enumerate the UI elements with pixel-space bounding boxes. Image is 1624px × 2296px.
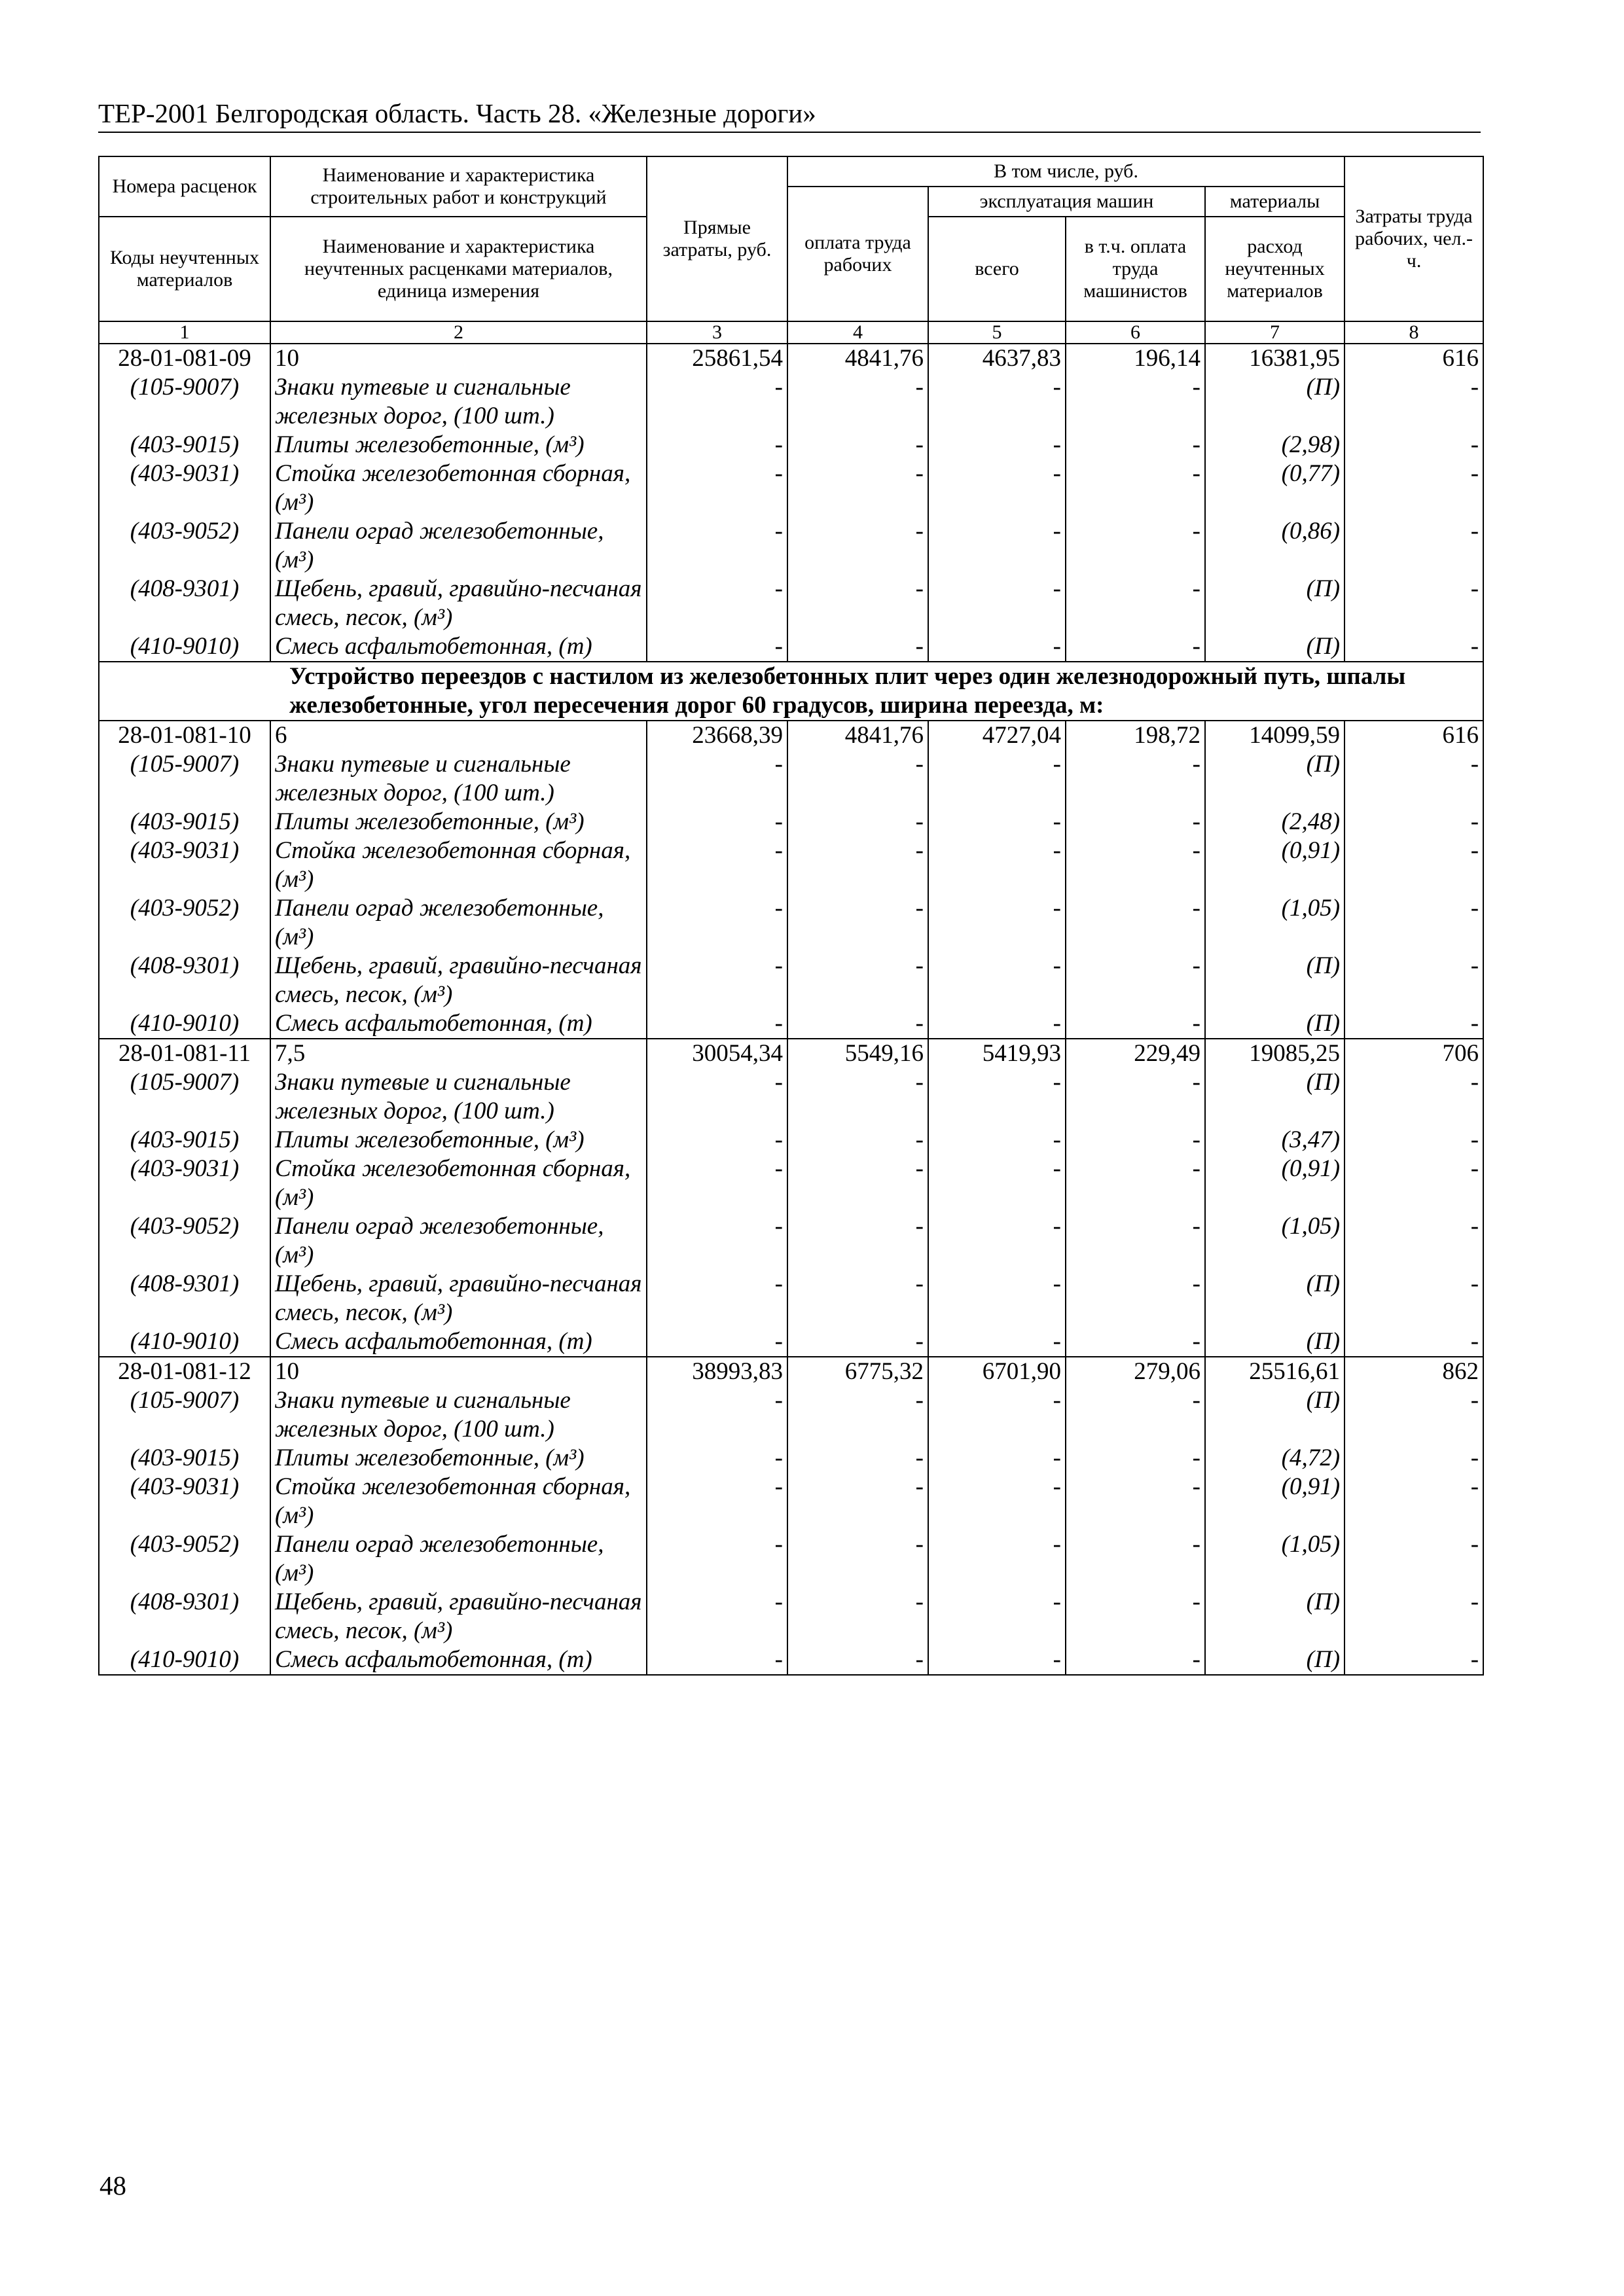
- material-code: (403-9052): [99, 1212, 270, 1270]
- header-materials: материалы: [1205, 187, 1344, 217]
- labor-hours-value: 862: [1344, 1357, 1483, 1386]
- material-direct-costs: -: [647, 632, 787, 662]
- material-quantity: (П): [1205, 1270, 1344, 1327]
- material-code: (403-9052): [99, 517, 270, 575]
- material-labor-hours: -: [1344, 1645, 1483, 1675]
- worker-pay-value: 4841,76: [787, 344, 928, 373]
- material-direct-costs: -: [647, 459, 787, 517]
- material-row: [99, 459, 1483, 517]
- material-operator-pay: -: [1066, 632, 1205, 662]
- material-machine-total: -: [928, 517, 1066, 575]
- materials-value: 25516,61: [1205, 1357, 1344, 1386]
- material-worker-pay: -: [787, 808, 928, 836]
- material-row: [99, 1009, 1483, 1039]
- materials-value: 16381,95: [1205, 344, 1344, 373]
- material-name: Плиты железобетонные, (м³): [270, 1444, 647, 1473]
- operator-pay-value: 198,72: [1066, 721, 1205, 750]
- material-code: (105-9007): [99, 1068, 270, 1126]
- material-quantity: (П): [1205, 575, 1344, 632]
- rate-row: [99, 1357, 1483, 1386]
- material-worker-pay: -: [787, 517, 928, 575]
- material-worker-pay: -: [787, 1212, 928, 1270]
- section-row: [99, 662, 1483, 721]
- material-name: Смесь асфальтобетонная, (т): [270, 1009, 647, 1039]
- header-direct-costs: Прямые затраты, руб.: [647, 156, 787, 321]
- material-operator-pay: -: [1066, 1270, 1205, 1327]
- material-row: [99, 1126, 1483, 1155]
- header-operator-pay: в т.ч. оплата труда машинистов: [1066, 217, 1205, 321]
- material-code: (403-9015): [99, 808, 270, 836]
- material-direct-costs: -: [647, 1327, 787, 1357]
- material-code: (408-9301): [99, 1270, 270, 1327]
- material-row: [99, 1155, 1483, 1212]
- material-name: Стойка железобетонная сборная, (м³): [270, 836, 647, 894]
- machine-total-value: 5419,93: [928, 1039, 1066, 1068]
- material-name: Панели оград железобетонные, (м³): [270, 1212, 647, 1270]
- material-worker-pay: -: [787, 1530, 928, 1588]
- material-machine-total: -: [928, 1444, 1066, 1473]
- material-operator-pay: -: [1066, 750, 1205, 808]
- material-code: (105-9007): [99, 373, 270, 431]
- material-code: (403-9015): [99, 1126, 270, 1155]
- material-labor-hours: -: [1344, 1444, 1483, 1473]
- column-number: 7: [1205, 321, 1344, 344]
- material-machine-total: -: [928, 632, 1066, 662]
- material-direct-costs: -: [647, 750, 787, 808]
- material-labor-hours: -: [1344, 1155, 1483, 1212]
- header-rule: [98, 132, 1481, 133]
- material-worker-pay: -: [787, 1444, 928, 1473]
- material-machine-total: -: [928, 1270, 1066, 1327]
- material-quantity: (П): [1205, 1386, 1344, 1444]
- material-name: Щебень, гравий, гравийно-песчаная смесь, песок, (м³): [270, 1588, 647, 1645]
- page-number: 48: [99, 2170, 126, 2200]
- material-name: Плиты железобетонные, (м³): [270, 1126, 647, 1155]
- material-operator-pay: -: [1066, 1126, 1205, 1155]
- rate-row: [99, 721, 1483, 750]
- material-quantity: (П): [1205, 1645, 1344, 1675]
- section-title: Устройство переездов с настилом из железобетонных плит через один железнодорожный путь, шпалы железобетонные, угол пересечения дорог 60 градусов, ширина переезда, м:: [99, 662, 1483, 721]
- column-number: 2: [270, 321, 647, 344]
- material-operator-pay: -: [1066, 808, 1205, 836]
- header-unaccounted-materials: расход неучтенных материалов: [1205, 217, 1344, 321]
- material-direct-costs: -: [647, 1270, 787, 1327]
- material-labor-hours: -: [1344, 1126, 1483, 1155]
- material-code: (403-9015): [99, 1444, 270, 1473]
- material-name: Стойка железобетонная сборная, (м³): [270, 459, 647, 517]
- material-direct-costs: -: [647, 1473, 787, 1530]
- material-name: Знаки путевые и сигнальные железных дорог, (100 шт.): [270, 1068, 647, 1126]
- material-worker-pay: -: [787, 1270, 928, 1327]
- material-code: (403-9031): [99, 1473, 270, 1530]
- material-labor-hours: -: [1344, 1009, 1483, 1039]
- material-machine-total: -: [928, 894, 1066, 952]
- material-direct-costs: -: [647, 1645, 787, 1675]
- header-including: В том числе, руб.: [787, 156, 1344, 187]
- material-quantity: (0,91): [1205, 836, 1344, 894]
- material-worker-pay: -: [787, 1009, 928, 1039]
- material-worker-pay: -: [787, 952, 928, 1009]
- material-operator-pay: -: [1066, 1212, 1205, 1270]
- material-quantity: (П): [1205, 1588, 1344, 1645]
- material-row: [99, 1530, 1483, 1588]
- material-name: Щебень, гравий, гравийно-песчаная смесь, песок, (м³): [270, 952, 647, 1009]
- material-code: (403-9052): [99, 894, 270, 952]
- material-quantity: (П): [1205, 1327, 1344, 1357]
- header-work-name: Наименование и характеристика строительных работ и конструкций: [270, 156, 647, 217]
- material-labor-hours: -: [1344, 373, 1483, 431]
- material-labor-hours: -: [1344, 1473, 1483, 1530]
- material-row: [99, 1473, 1483, 1530]
- material-quantity: (1,05): [1205, 1530, 1344, 1588]
- material-machine-total: -: [928, 1473, 1066, 1530]
- material-code: (105-9007): [99, 750, 270, 808]
- material-machine-total: -: [928, 1588, 1066, 1645]
- rate-code: 28-01-081-11: [99, 1039, 270, 1068]
- material-name: Стойка железобетонная сборная, (м³): [270, 1473, 647, 1530]
- material-direct-costs: -: [647, 952, 787, 1009]
- operator-pay-value: 196,14: [1066, 344, 1205, 373]
- machine-total-value: 6701,90: [928, 1357, 1066, 1386]
- material-machine-total: -: [928, 1212, 1066, 1270]
- material-direct-costs: -: [647, 431, 787, 459]
- material-quantity: (П): [1205, 1009, 1344, 1039]
- material-code: (403-9031): [99, 1155, 270, 1212]
- material-direct-costs: -: [647, 836, 787, 894]
- material-operator-pay: -: [1066, 836, 1205, 894]
- material-labor-hours: -: [1344, 1530, 1483, 1588]
- machine-total-value: 4727,04: [928, 721, 1066, 750]
- material-worker-pay: -: [787, 1126, 928, 1155]
- material-machine-total: -: [928, 1645, 1066, 1675]
- material-direct-costs: -: [647, 808, 787, 836]
- material-operator-pay: -: [1066, 1530, 1205, 1588]
- material-code: (408-9301): [99, 952, 270, 1009]
- material-row: [99, 1645, 1483, 1675]
- direct-costs-value: 23668,39: [647, 721, 787, 750]
- material-name: Плиты железобетонные, (м³): [270, 808, 647, 836]
- rates-table: [98, 156, 1484, 1676]
- worker-pay-value: 6775,32: [787, 1357, 928, 1386]
- material-labor-hours: -: [1344, 1588, 1483, 1645]
- labor-hours-value: 616: [1344, 721, 1483, 750]
- material-row: [99, 1588, 1483, 1645]
- material-machine-total: -: [928, 836, 1066, 894]
- material-name: Смесь асфальтобетонная, (т): [270, 1645, 647, 1675]
- material-labor-hours: -: [1344, 952, 1483, 1009]
- material-direct-costs: -: [647, 1068, 787, 1126]
- material-quantity: (1,05): [1205, 894, 1344, 952]
- worker-pay-value: 4841,76: [787, 721, 928, 750]
- material-row: [99, 1068, 1483, 1126]
- material-operator-pay: -: [1066, 1386, 1205, 1444]
- material-worker-pay: -: [787, 836, 928, 894]
- header-labor-hours: Затраты труда рабочих, чел.-ч.: [1344, 156, 1483, 321]
- material-row: [99, 373, 1483, 431]
- header-worker-pay: оплата труда рабочих: [787, 187, 928, 321]
- material-name: Щебень, гравий, гравийно-песчаная смесь, песок, (м³): [270, 1270, 647, 1327]
- material-row: [99, 431, 1483, 459]
- material-name: Панели оград железобетонные, (м³): [270, 1530, 647, 1588]
- material-code: (403-9031): [99, 836, 270, 894]
- material-quantity: (0,86): [1205, 517, 1344, 575]
- material-worker-pay: -: [787, 1327, 928, 1357]
- materials-value: 14099,59: [1205, 721, 1344, 750]
- rate-name: 10: [270, 344, 647, 373]
- material-labor-hours: -: [1344, 459, 1483, 517]
- material-worker-pay: -: [787, 750, 928, 808]
- material-machine-total: -: [928, 1530, 1066, 1588]
- material-quantity: (4,72): [1205, 1444, 1344, 1473]
- material-direct-costs: -: [647, 517, 787, 575]
- column-number: 6: [1066, 321, 1205, 344]
- material-direct-costs: -: [647, 1155, 787, 1212]
- material-labor-hours: -: [1344, 575, 1483, 632]
- material-quantity: (3,47): [1205, 1126, 1344, 1155]
- material-row: [99, 1386, 1483, 1444]
- material-operator-pay: -: [1066, 1588, 1205, 1645]
- material-labor-hours: -: [1344, 431, 1483, 459]
- material-code: (403-9015): [99, 431, 270, 459]
- table-header: [99, 156, 1483, 344]
- direct-costs-value: 25861,54: [647, 344, 787, 373]
- material-worker-pay: -: [787, 894, 928, 952]
- material-worker-pay: -: [787, 632, 928, 662]
- material-worker-pay: -: [787, 373, 928, 431]
- rate-name: 7,5: [270, 1039, 647, 1068]
- operator-pay-value: 279,06: [1066, 1357, 1205, 1386]
- material-direct-costs: -: [647, 894, 787, 952]
- material-worker-pay: -: [787, 1068, 928, 1126]
- material-operator-pay: -: [1066, 1327, 1205, 1357]
- material-machine-total: -: [928, 1068, 1066, 1126]
- material-worker-pay: -: [787, 1645, 928, 1675]
- material-code: (410-9010): [99, 632, 270, 662]
- material-name: Плиты железобетонные, (м³): [270, 431, 647, 459]
- material-operator-pay: -: [1066, 952, 1205, 1009]
- material-quantity: (1,05): [1205, 1212, 1344, 1270]
- rate-code: 28-01-081-10: [99, 721, 270, 750]
- material-direct-costs: -: [647, 373, 787, 431]
- material-worker-pay: -: [787, 575, 928, 632]
- material-machine-total: -: [928, 1155, 1066, 1212]
- material-labor-hours: -: [1344, 836, 1483, 894]
- header-machine-operation: эксплуатация машин: [928, 187, 1205, 217]
- material-quantity: (П): [1205, 952, 1344, 1009]
- column-number: 3: [647, 321, 787, 344]
- material-worker-pay: -: [787, 1155, 928, 1212]
- material-row: [99, 575, 1483, 632]
- material-labor-hours: -: [1344, 808, 1483, 836]
- material-direct-costs: -: [647, 1126, 787, 1155]
- material-name: Стойка железобетонная сборная, (м³): [270, 1155, 647, 1212]
- material-operator-pay: -: [1066, 459, 1205, 517]
- material-code: (410-9010): [99, 1327, 270, 1357]
- material-labor-hours: -: [1344, 1386, 1483, 1444]
- material-name: Панели оград железобетонные, (м³): [270, 894, 647, 952]
- material-labor-hours: -: [1344, 1270, 1483, 1327]
- material-row: [99, 1327, 1483, 1357]
- column-number-row: [99, 321, 1483, 344]
- material-row: [99, 632, 1483, 662]
- material-operator-pay: -: [1066, 1473, 1205, 1530]
- header-machine-total: всего: [928, 217, 1066, 321]
- material-machine-total: -: [928, 1126, 1066, 1155]
- material-worker-pay: -: [787, 431, 928, 459]
- material-code: (105-9007): [99, 1386, 270, 1444]
- material-quantity: (2,98): [1205, 431, 1344, 459]
- material-row: [99, 1270, 1483, 1327]
- material-quantity: (2,48): [1205, 808, 1344, 836]
- material-machine-total: -: [928, 575, 1066, 632]
- material-quantity: (П): [1205, 750, 1344, 808]
- operator-pay-value: 229,49: [1066, 1039, 1205, 1068]
- material-worker-pay: -: [787, 1386, 928, 1444]
- rate-name: 10: [270, 1357, 647, 1386]
- material-quantity: (0,77): [1205, 459, 1344, 517]
- material-direct-costs: -: [647, 575, 787, 632]
- table-body: [99, 344, 1483, 1675]
- material-name: Смесь асфальтобетонная, (т): [270, 1327, 647, 1357]
- material-labor-hours: -: [1344, 750, 1483, 808]
- header-material-names: Наименование и характеристика неучтенных расценками материалов, единица измерения: [270, 217, 647, 321]
- material-code: (410-9010): [99, 1645, 270, 1675]
- material-quantity: (0,91): [1205, 1473, 1344, 1530]
- material-direct-costs: -: [647, 1588, 787, 1645]
- labor-hours-value: 706: [1344, 1039, 1483, 1068]
- material-direct-costs: -: [647, 1444, 787, 1473]
- material-direct-costs: -: [647, 1386, 787, 1444]
- material-quantity: (П): [1205, 1068, 1344, 1126]
- material-worker-pay: -: [787, 459, 928, 517]
- material-operator-pay: -: [1066, 1009, 1205, 1039]
- material-row: [99, 836, 1483, 894]
- material-machine-total: -: [928, 1386, 1066, 1444]
- material-worker-pay: -: [787, 1473, 928, 1530]
- column-number: 4: [787, 321, 928, 344]
- rate-code: 28-01-081-12: [99, 1357, 270, 1386]
- material-operator-pay: -: [1066, 894, 1205, 952]
- material-machine-total: -: [928, 750, 1066, 808]
- material-quantity: (П): [1205, 373, 1344, 431]
- material-name: Знаки путевые и сигнальные железных дорог, (100 шт.): [270, 750, 647, 808]
- header-material-codes: Коды неучтенных материалов: [99, 217, 270, 321]
- material-operator-pay: -: [1066, 575, 1205, 632]
- material-row: [99, 1212, 1483, 1270]
- material-machine-total: -: [928, 459, 1066, 517]
- material-labor-hours: -: [1344, 1212, 1483, 1270]
- material-machine-total: -: [928, 1009, 1066, 1039]
- material-machine-total: -: [928, 952, 1066, 1009]
- material-operator-pay: -: [1066, 373, 1205, 431]
- material-row: [99, 1444, 1483, 1473]
- rate-row: [99, 1039, 1483, 1068]
- material-direct-costs: -: [647, 1212, 787, 1270]
- rate-name: 6: [270, 721, 647, 750]
- column-number: 1: [99, 321, 270, 344]
- material-name: Знаки путевые и сигнальные железных дорог, (100 шт.): [270, 373, 647, 431]
- page-header-title: ТЕР-2001 Белгородская область. Часть 28. «Железные дороги»: [98, 98, 816, 128]
- material-row: [99, 952, 1483, 1009]
- material-code: (408-9301): [99, 1588, 270, 1645]
- material-operator-pay: -: [1066, 1155, 1205, 1212]
- material-machine-total: -: [928, 431, 1066, 459]
- material-name: Знаки путевые и сигнальные железных дорог, (100 шт.): [270, 1386, 647, 1444]
- material-quantity: (0,91): [1205, 1155, 1344, 1212]
- material-operator-pay: -: [1066, 431, 1205, 459]
- material-machine-total: -: [928, 373, 1066, 431]
- material-labor-hours: -: [1344, 632, 1483, 662]
- material-direct-costs: -: [647, 1009, 787, 1039]
- column-number: 8: [1344, 321, 1483, 344]
- material-operator-pay: -: [1066, 1444, 1205, 1473]
- material-labor-hours: -: [1344, 1327, 1483, 1357]
- labor-hours-value: 616: [1344, 344, 1483, 373]
- material-labor-hours: -: [1344, 517, 1483, 575]
- material-row: [99, 750, 1483, 808]
- materials-value: 19085,25: [1205, 1039, 1344, 1068]
- material-operator-pay: -: [1066, 517, 1205, 575]
- header-rate-numbers: Номера расценок: [99, 156, 270, 217]
- material-quantity: (П): [1205, 632, 1344, 662]
- machine-total-value: 4637,83: [928, 344, 1066, 373]
- material-machine-total: -: [928, 1327, 1066, 1357]
- rate-row: [99, 344, 1483, 373]
- material-code: (403-9052): [99, 1530, 270, 1588]
- column-number: 5: [928, 321, 1066, 344]
- material-operator-pay: -: [1066, 1068, 1205, 1126]
- material-operator-pay: -: [1066, 1645, 1205, 1675]
- rate-code: 28-01-081-09: [99, 344, 270, 373]
- material-labor-hours: -: [1344, 1068, 1483, 1126]
- material-labor-hours: -: [1344, 894, 1483, 952]
- material-name: Панели оград железобетонные, (м³): [270, 517, 647, 575]
- material-row: [99, 894, 1483, 952]
- material-name: Щебень, гравий, гравийно-песчаная смесь, песок, (м³): [270, 575, 647, 632]
- material-code: (408-9301): [99, 575, 270, 632]
- material-row: [99, 808, 1483, 836]
- material-direct-costs: -: [647, 1530, 787, 1588]
- material-worker-pay: -: [787, 1588, 928, 1645]
- direct-costs-value: 38993,83: [647, 1357, 787, 1386]
- material-name: Смесь асфальтобетонная, (т): [270, 632, 647, 662]
- material-row: [99, 517, 1483, 575]
- direct-costs-value: 30054,34: [647, 1039, 787, 1068]
- material-code: (403-9031): [99, 459, 270, 517]
- material-machine-total: -: [928, 808, 1066, 836]
- material-code: (410-9010): [99, 1009, 270, 1039]
- worker-pay-value: 5549,16: [787, 1039, 928, 1068]
